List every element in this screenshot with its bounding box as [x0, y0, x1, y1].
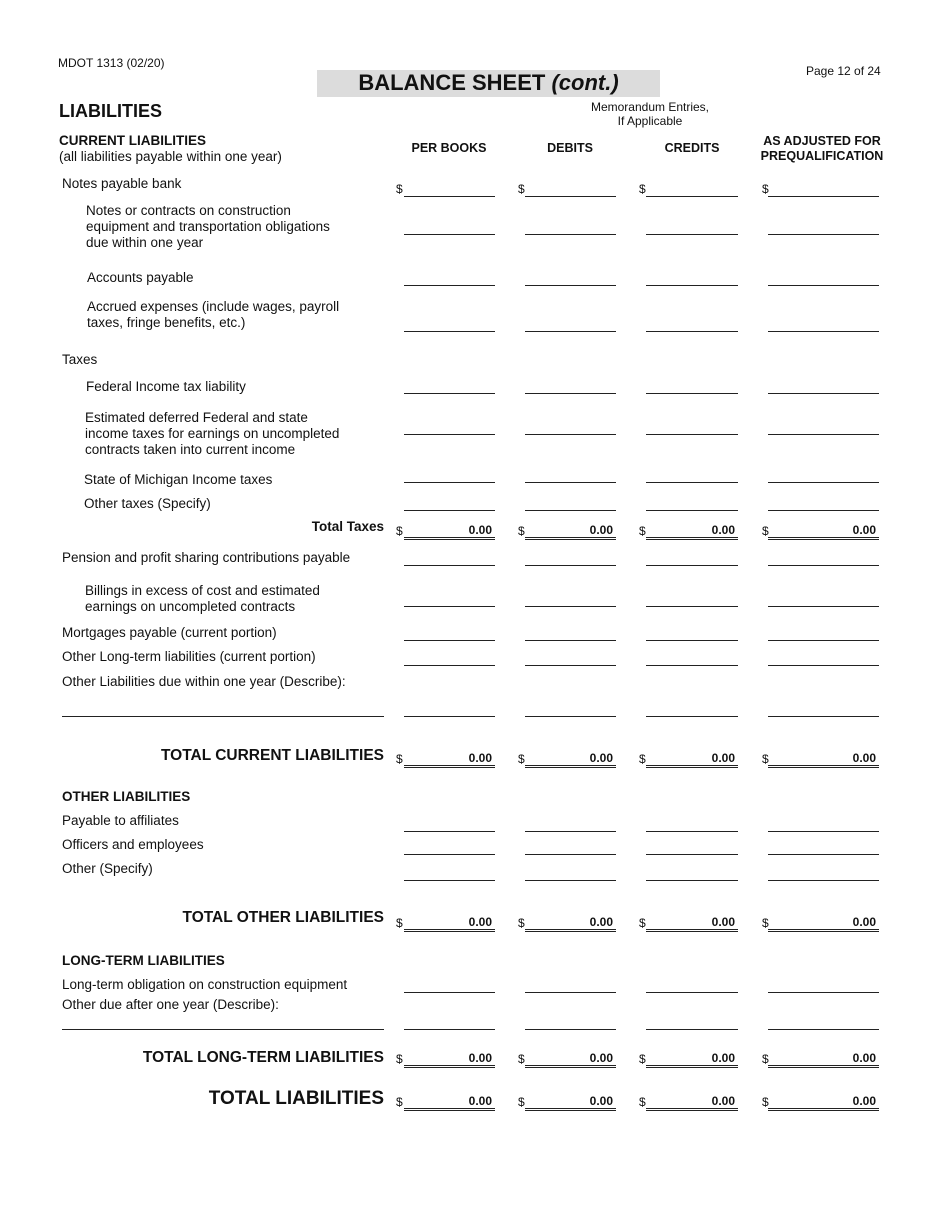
- label-accrued-2: taxes, fringe benefits, etc.): [87, 315, 246, 330]
- total-taxes-adjusted-value: 0.00: [852, 523, 876, 537]
- total-liabilities-per-books-value: 0.00: [468, 1094, 492, 1108]
- michigan-adjusted-field[interactable]: [768, 482, 879, 483]
- dollar-sign: $: [762, 1095, 769, 1109]
- affiliates-credits-field[interactable]: [646, 831, 738, 832]
- dollar-sign: $: [639, 1095, 646, 1109]
- other-specify-per-books-field[interactable]: [404, 880, 495, 881]
- label-affiliates: Payable to affiliates: [62, 813, 179, 828]
- label-billings-1: Billings in excess of cost and estimated: [85, 583, 320, 598]
- label-accrued-1: Accrued expenses (include wages, payroll: [87, 299, 340, 314]
- total-long-term-adjusted-field[interactable]: [768, 1065, 879, 1068]
- affiliates-per-books-field[interactable]: [404, 831, 495, 832]
- officers-credits-field[interactable]: [646, 854, 738, 855]
- notes-contracts-per-books-field[interactable]: [404, 234, 495, 235]
- pension-debits-field[interactable]: [525, 565, 616, 566]
- notes-payable-bank-credits-field[interactable]: [646, 196, 738, 197]
- accounts-payable-adjusted-field[interactable]: [768, 285, 879, 286]
- col-adjusted: [752, 134, 892, 164]
- total-other-per-books-field[interactable]: [404, 929, 495, 932]
- total-taxes-debits-value: 0.00: [589, 523, 613, 537]
- billings-per-books-field[interactable]: [404, 606, 495, 607]
- total-liabilities-credits-value: 0.00: [711, 1094, 735, 1108]
- other-lt-current-adjusted-field[interactable]: [768, 665, 879, 666]
- label-notes-contracts-2: equipment and transportation obligations: [86, 219, 330, 234]
- total-liabilities-credits-field[interactable]: [646, 1108, 738, 1111]
- label-other-due: Other Liabilities due within one year (Describe):: [62, 674, 346, 689]
- dollar-sign: $: [762, 1052, 769, 1066]
- total-current-adjusted-field[interactable]: [768, 765, 879, 768]
- other-taxes-credits-field[interactable]: [646, 510, 738, 511]
- affiliates-adjusted-field[interactable]: [768, 831, 879, 832]
- other-due-adjusted-field[interactable]: [768, 716, 879, 717]
- title-cont: (cont.): [551, 70, 619, 95]
- total-other-credits-value: 0.00: [711, 915, 735, 929]
- label-billings-2: earnings on uncompleted contracts: [85, 599, 296, 614]
- label-deferred-2: income taxes for earnings on uncompleted: [85, 426, 340, 441]
- col-adjusted-line-2: PREQUALIFICATION: [760, 149, 884, 163]
- other-lt-current-debits-field[interactable]: [525, 665, 616, 666]
- lt-equipment-per-books-field[interactable]: [404, 992, 495, 993]
- label-lt-other-due: Other due after one year (Describe):: [62, 997, 279, 1012]
- accrued-adjusted-field[interactable]: [768, 331, 879, 332]
- lt-other-due-adjusted-field[interactable]: [768, 1029, 879, 1030]
- total-taxes-debits-field[interactable]: [525, 537, 616, 540]
- federal-income-credits-field[interactable]: [646, 393, 738, 394]
- total-taxes-credits-value: 0.00: [711, 523, 735, 537]
- col-adjusted-line-1: AS ADJUSTED FOR: [763, 134, 881, 148]
- total-other-adjusted-field[interactable]: [768, 929, 879, 932]
- other-lt-current-credits-field[interactable]: [646, 665, 738, 666]
- officers-adjusted-field[interactable]: [768, 854, 879, 855]
- other-specify-credits-field[interactable]: [646, 880, 738, 881]
- accounts-payable-debits-field[interactable]: [525, 285, 616, 286]
- label-other-specify: Other (Specify): [62, 861, 153, 876]
- col-per-books: PER BOOKS: [411, 141, 487, 155]
- dollar-sign: $: [396, 524, 403, 538]
- total-liabilities-debits-value: 0.00: [589, 1094, 613, 1108]
- total-long-term-debits-value: 0.00: [589, 1051, 613, 1065]
- michigan-credits-field[interactable]: [646, 482, 738, 483]
- federal-income-per-books-field[interactable]: [404, 393, 495, 394]
- total-taxes-per-books-value: 0.00: [468, 523, 492, 537]
- deferred-debits-field[interactable]: [525, 434, 616, 435]
- notes-payable-bank-per-books-field[interactable]: [404, 196, 495, 197]
- lt-describe-line[interactable]: [62, 1029, 384, 1030]
- total-long-term-per-books-value: 0.00: [468, 1051, 492, 1065]
- notes-contracts-adjusted-field[interactable]: [768, 234, 879, 235]
- billings-debits-field[interactable]: [525, 606, 616, 607]
- current-liabilities-heading: CURRENT LIABILITIES: [59, 133, 206, 148]
- notes-contracts-credits-field[interactable]: [646, 234, 738, 235]
- label-deferred-1: Estimated deferred Federal and state: [85, 410, 308, 425]
- dollar-sign: $: [639, 1052, 646, 1066]
- dollar-sign: $: [396, 1052, 403, 1066]
- page-number: Page 12 of 24: [806, 64, 881, 78]
- label-total-liabilities: TOTAL LIABILITIES: [208, 1088, 384, 1109]
- current-liabilities-sub: (all liabilities payable within one year): [59, 149, 282, 164]
- label-pension: Pension and profit sharing contributions payable: [62, 550, 351, 565]
- dollar-sign: $: [762, 916, 769, 930]
- title-main: BALANCE SHEET: [358, 70, 546, 95]
- total-other-per-books-value: 0.00: [468, 915, 492, 929]
- dollar-sign: $: [518, 752, 525, 766]
- dollar-sign: $: [518, 1095, 525, 1109]
- label-notes-contracts-1: Notes or contracts on construction: [86, 203, 291, 218]
- billings-credits-field[interactable]: [646, 606, 738, 607]
- lt-other-due-debits-field[interactable]: [525, 1029, 616, 1030]
- total-long-term-credits-field[interactable]: [646, 1065, 738, 1068]
- federal-income-debits-field[interactable]: [525, 393, 616, 394]
- label-mortgages: Mortgages payable (current portion): [62, 625, 277, 640]
- liabilities-heading: LIABILITIES: [59, 101, 162, 121]
- accrued-credits-field[interactable]: [646, 331, 738, 332]
- other-lt-current-per-books-field[interactable]: [404, 665, 495, 666]
- accounts-payable-credits-field[interactable]: [646, 285, 738, 286]
- accrued-per-books-field[interactable]: [404, 331, 495, 332]
- notes-payable-bank-debits-field[interactable]: [525, 196, 616, 197]
- dollar-sign: $: [762, 182, 769, 196]
- dollar-sign: $: [396, 916, 403, 930]
- dollar-sign: $: [639, 916, 646, 930]
- label-other-lt-current: Other Long-term liabilities (current portion): [62, 649, 316, 664]
- dollar-sign: $: [639, 752, 646, 766]
- memo-line-2: If Applicable: [617, 114, 683, 128]
- mortgages-per-books-field[interactable]: [404, 640, 495, 641]
- label-officers: Officers and employees: [62, 837, 204, 852]
- total-long-term-debits-field[interactable]: [525, 1065, 616, 1068]
- mortgages-adjusted-field[interactable]: [768, 640, 879, 641]
- pension-per-books-field[interactable]: [404, 565, 495, 566]
- total-long-term-per-books-field[interactable]: [404, 1065, 495, 1068]
- form-id: MDOT 1313 (02/20): [58, 56, 165, 70]
- other-due-debits-field[interactable]: [525, 716, 616, 717]
- lt-other-due-per-books-field[interactable]: [404, 1029, 495, 1030]
- memo-entries: [570, 100, 730, 128]
- dollar-sign: $: [396, 182, 403, 196]
- mortgages-debits-field[interactable]: [525, 640, 616, 641]
- col-credits: CREDITS: [664, 141, 720, 155]
- total-long-term-adjusted-value: 0.00: [852, 1051, 876, 1065]
- label-michigan: State of Michigan Income taxes: [84, 472, 273, 487]
- label-total-long-term: TOTAL LONG-TERM LIABILITIES: [142, 1049, 384, 1066]
- label-other-taxes: Other taxes (Specify): [84, 496, 211, 511]
- accounts-payable-per-books-field[interactable]: [404, 285, 495, 286]
- dollar-sign: $: [762, 752, 769, 766]
- other-due-per-books-field[interactable]: [404, 716, 495, 717]
- total-liabilities-adjusted-value: 0.00: [852, 1094, 876, 1108]
- michigan-per-books-field[interactable]: [404, 482, 495, 483]
- label-total-current: TOTAL CURRENT LIABILITIES: [160, 747, 384, 764]
- label-notes-contracts: [86, 203, 330, 251]
- lt-equipment-adjusted-field[interactable]: [768, 992, 879, 993]
- total-current-debits-value: 0.00: [589, 751, 613, 765]
- label-accrued: [87, 299, 339, 331]
- col-debits: DEBITS: [547, 141, 593, 155]
- total-other-credits-field[interactable]: [646, 929, 738, 932]
- dollar-sign: $: [396, 1095, 403, 1109]
- label-total-taxes: Total Taxes: [311, 519, 384, 534]
- total-other-adjusted-value: 0.00: [852, 915, 876, 929]
- label-accounts-payable: Accounts payable: [87, 270, 194, 285]
- mortgages-credits-field[interactable]: [646, 640, 738, 641]
- total-liabilities-debits-field[interactable]: [525, 1108, 616, 1111]
- total-current-credits-value: 0.00: [711, 751, 735, 765]
- other-taxes-debits-field[interactable]: [525, 510, 616, 511]
- other-specify-adjusted-field[interactable]: [768, 880, 879, 881]
- dollar-sign: $: [639, 524, 646, 538]
- lt-other-due-credits-field[interactable]: [646, 1029, 738, 1030]
- federal-income-adjusted-field[interactable]: [768, 393, 879, 394]
- accrued-debits-field[interactable]: [525, 331, 616, 332]
- billings-adjusted-field[interactable]: [768, 606, 879, 607]
- total-taxes-adjusted-field[interactable]: [768, 537, 879, 540]
- label-total-other: TOTAL OTHER LIABILITIES: [182, 909, 384, 926]
- dollar-sign: $: [518, 1052, 525, 1066]
- label-notes-payable-bank: Notes payable bank: [62, 176, 182, 191]
- pension-adjusted-field[interactable]: [768, 565, 879, 566]
- total-current-per-books-field[interactable]: [404, 765, 495, 768]
- label-deferred: [85, 410, 339, 458]
- officers-debits-field[interactable]: [525, 854, 616, 855]
- dollar-sign: $: [518, 524, 525, 538]
- other-specify-debits-field[interactable]: [525, 880, 616, 881]
- deferred-credits-field[interactable]: [646, 434, 738, 435]
- total-current-credits-field[interactable]: [646, 765, 738, 768]
- memo-line-1: Memorandum Entries,: [590, 100, 710, 114]
- officers-per-books-field[interactable]: [404, 854, 495, 855]
- dollar-sign: $: [762, 524, 769, 538]
- pension-credits-field[interactable]: [646, 565, 738, 566]
- total-liabilities-per-books-field[interactable]: [404, 1108, 495, 1111]
- total-long-term-credits-value: 0.00: [711, 1051, 735, 1065]
- total-other-debits-value: 0.00: [589, 915, 613, 929]
- label-deferred-3: contracts taken into current income: [85, 442, 296, 457]
- label-taxes: Taxes: [62, 352, 98, 367]
- other-due-describe-line[interactable]: [62, 716, 384, 717]
- dollar-sign: $: [518, 916, 525, 930]
- label-federal-income: Federal Income tax liability: [86, 379, 246, 394]
- long-term-heading: LONG-TERM LIABILITIES: [62, 953, 225, 968]
- page-title: [317, 70, 660, 96]
- total-other-debits-field[interactable]: [525, 929, 616, 932]
- notes-contracts-debits-field[interactable]: [525, 234, 616, 235]
- deferred-per-books-field[interactable]: [404, 434, 495, 435]
- other-due-credits-field[interactable]: [646, 716, 738, 717]
- total-current-adjusted-value: 0.00: [852, 751, 876, 765]
- deferred-adjusted-field[interactable]: [768, 434, 879, 435]
- total-liabilities-adjusted-field[interactable]: [768, 1108, 879, 1111]
- total-current-per-books-value: 0.00: [468, 751, 492, 765]
- total-current-debits-field[interactable]: [525, 765, 616, 768]
- total-taxes-credits-field[interactable]: [646, 537, 738, 540]
- dollar-sign: $: [518, 182, 525, 196]
- other-liabilities-heading: OTHER LIABILITIES: [62, 789, 191, 804]
- lt-equipment-credits-field[interactable]: [646, 992, 738, 993]
- other-taxes-per-books-field[interactable]: [404, 510, 495, 511]
- label-notes-contracts-3: due within one year: [86, 235, 204, 250]
- other-taxes-adjusted-field[interactable]: [768, 510, 879, 511]
- affiliates-debits-field[interactable]: [525, 831, 616, 832]
- total-taxes-per-books-field[interactable]: [404, 537, 495, 540]
- dollar-sign: $: [639, 182, 646, 196]
- notes-payable-bank-adjusted-field[interactable]: [768, 196, 879, 197]
- lt-equipment-debits-field[interactable]: [525, 992, 616, 993]
- dollar-sign: $: [396, 752, 403, 766]
- label-lt-equipment: Long-term obligation on construction equipment: [62, 977, 348, 992]
- michigan-debits-field[interactable]: [525, 482, 616, 483]
- label-billings: [85, 583, 320, 615]
